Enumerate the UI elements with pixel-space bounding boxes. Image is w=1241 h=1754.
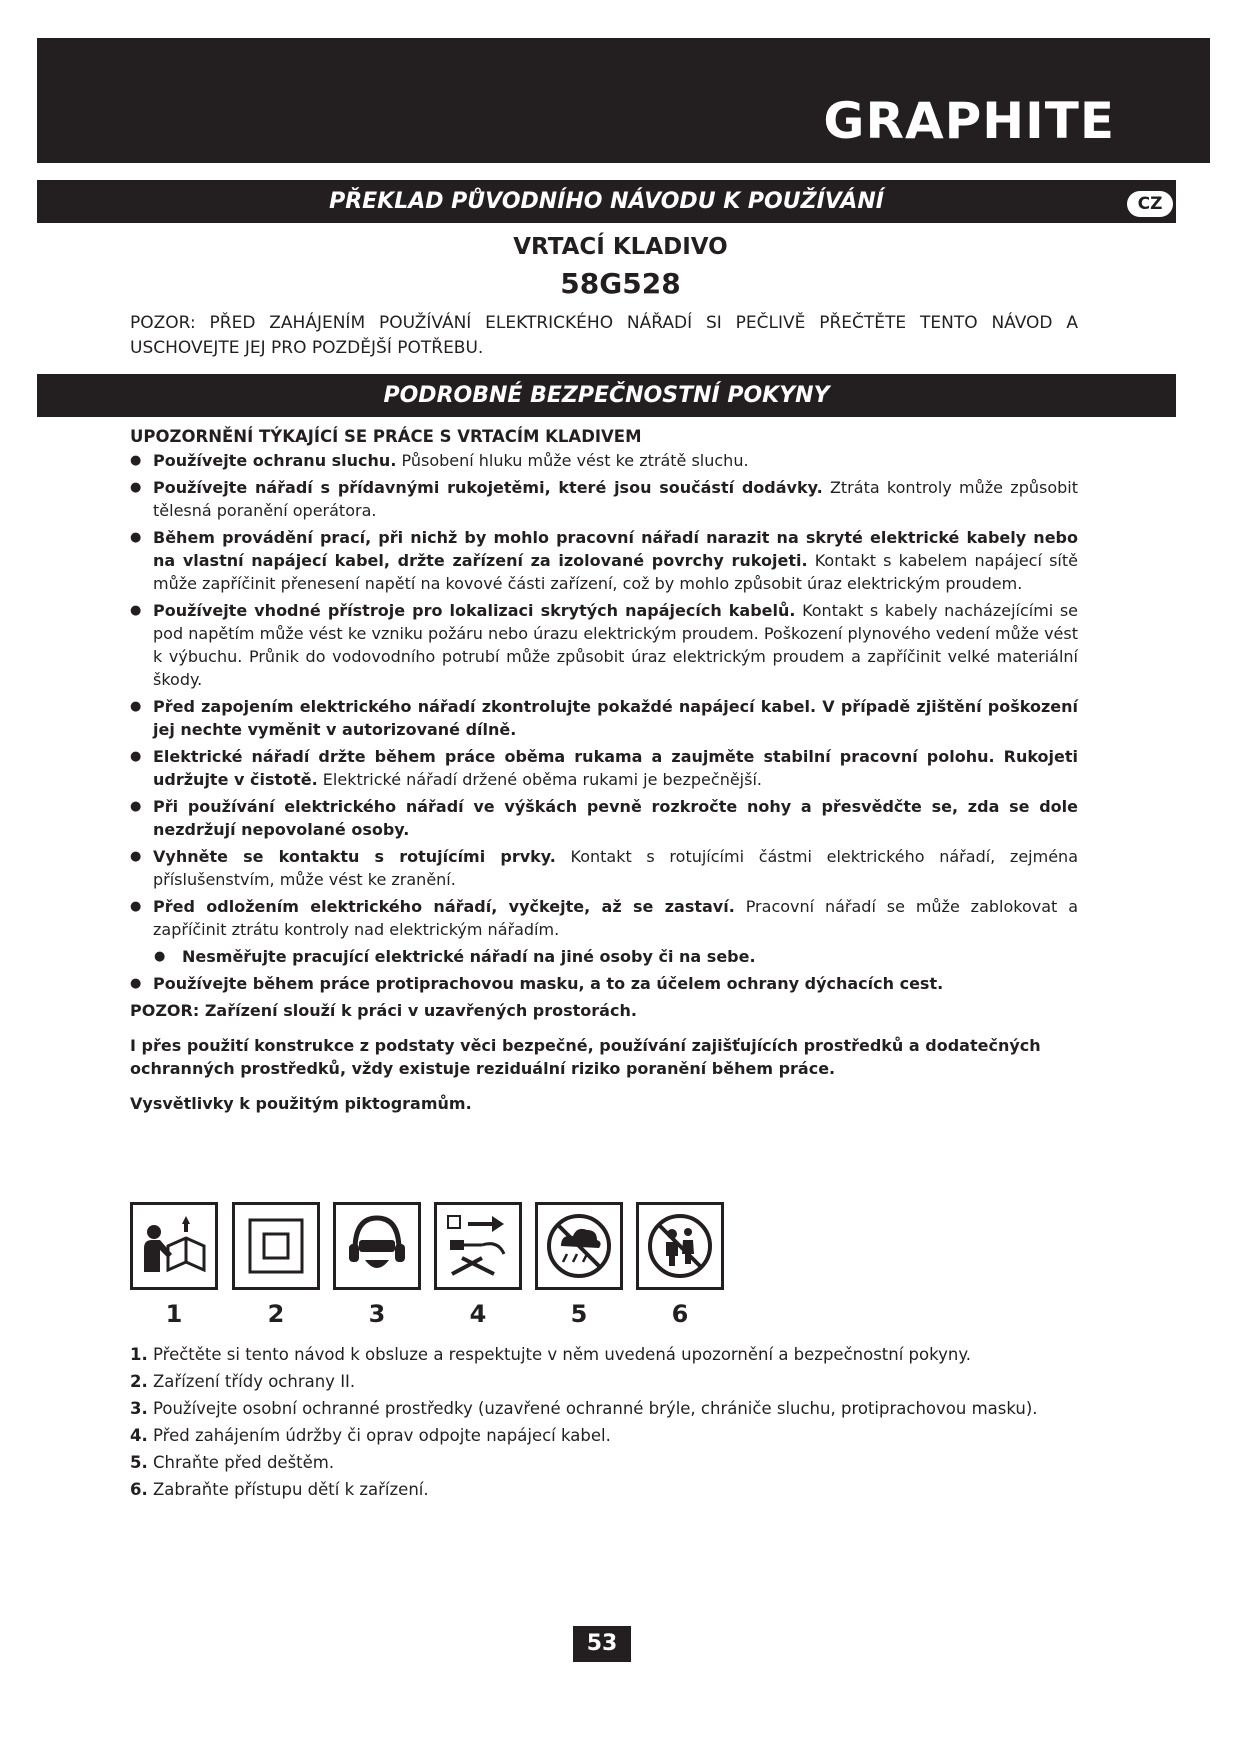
safety-section-title: PODROBNÉ BEZPEČNOSTNÍ POKYNY <box>383 383 830 408</box>
pictogram-3 <box>333 1202 421 1290</box>
safety-item: ● Používejte nářadí s přídavnými rukojetěmi, které jsou součástí dodávky. Ztráta kontroly může způsobit tělesná poranění operátora. <box>130 476 1078 522</box>
pictogram-legend-title: Vysvětlivky k použitým piktogramům. <box>130 1094 472 1113</box>
keep-children-away-icon <box>644 1210 716 1282</box>
class-ii-insulation-icon <box>240 1210 312 1282</box>
document-title-bar <box>37 180 1176 223</box>
safety-item: ● Před odložením elektrického nářadí, vyčkejte, až se zastaví. Pracovní nářadí se může zablokovat a zapříčinit ztrátu kontroly nad elektrickým nářadím. <box>130 895 1078 941</box>
residual-risk-note: I přes použití konstrukce z podstaty věci bezpečné, používání zajišťujících prostředků a dodatečných ochranných prostředků, vždy existuje reziduální riziko poranění během práce. <box>130 1036 1041 1078</box>
safety-content <box>130 425 1078 1115</box>
legend-item: 5. Chraňte před deštěm. <box>130 1453 335 1472</box>
legend-item: 4. Před zahájením údržby či oprav odpojte napájecí kabel. <box>130 1426 611 1445</box>
safety-item: ● Používejte ochranu sluchu. Působení hluku může vést ke ztrátě sluchu. <box>130 449 1078 472</box>
legend-item: 1. Přečtěte si tento návod k obsluze a respektujte v něm uvedená upozornění a bezpečnostní pokyny. <box>130 1345 971 1364</box>
page-number: 53 <box>573 1626 631 1662</box>
safety-item: ● Používejte během práce protiprachovou masku, a to za účelem ochrany dýchacích cest. <box>130 972 1078 995</box>
pictogram-number: 3 <box>368 1300 386 1328</box>
read-manual-icon <box>138 1210 210 1282</box>
pictogram-number: 1 <box>165 1300 183 1328</box>
pictogram-legend <box>130 1343 1078 1505</box>
document-title: PŘEKLAD PŮVODNÍHO NÁVODU K POUŽÍVÁNÍ <box>329 189 884 214</box>
protective-equipment-icon <box>341 1210 413 1282</box>
language-badge: CZ <box>1127 191 1173 217</box>
intro-warning: POZOR: PŘED ZAHÁJENÍM POUŽÍVÁNÍ ELEKTRICKÉHO NÁŘADÍ SI PEČLIVĚ PŘEČTĚTE TENTO NÁVOD A USCHOVEJTE JEJ PRO POZDĚJŠÍ POTŘEBU. <box>130 313 1078 358</box>
safety-item: ● Elektrické nářadí držte během práce oběma rukama a zaujměte stabilní pracovní polohu. Rukojeti udržujte v čistotě. Elektrické nářadí držené oběma rukami je bezpečnější. <box>130 745 1078 791</box>
pictogram-1 <box>130 1202 218 1290</box>
pictogram-5 <box>535 1202 623 1290</box>
pictogram-number: 2 <box>267 1300 285 1328</box>
pictogram-number: 6 <box>671 1300 689 1328</box>
legend-item: 6. Zabraňte přístupu dětí k zařízení. <box>130 1480 429 1499</box>
safety-item: ● Nesměřujte pracující elektrické nářadí na jiné osoby či na sebe. <box>130 945 1078 968</box>
safety-list <box>130 449 1078 995</box>
no-rain-icon <box>543 1210 615 1282</box>
safety-item: ● Používejte vhodné přístroje pro lokalizaci skrytých napájecích kabelů. Kontakt s kabely nacházejícími se pod napětím může vést ke vzniku požáru nebo úrazu elektrickým proudem. Poškození plynového vedení může vést k výbuchu. Průnik do vodovodního potrubí může způsobit úraz elektrickým proudem a zapříčinit velké materiální škody. <box>130 599 1078 691</box>
legend-item: 3. Používejte osobní ochranné prostředky (uzavřené ochranné brýle, chrániče sluchu, protiprachovou masku). <box>130 1399 1038 1418</box>
safety-item: ● Vyhněte se kontaktu s rotujícími prvky. Kontakt s rotujícími částmi elektrického nářadí, zejména příslušenstvím, může vést ke zranění. <box>130 845 1078 891</box>
pictogram-6 <box>636 1202 724 1290</box>
pictogram-4 <box>434 1202 522 1290</box>
product-model: 58G528 <box>560 267 681 300</box>
legend-item: 2. Zařízení třídy ochrany II. <box>130 1372 356 1391</box>
safety-heading: UPOZORNĚNÍ TÝKAJÍCÍ SE PRÁCE S VRTACÍM KLADIVEM <box>130 427 642 446</box>
safety-item: ● Během provádění prací, při nichž by mohlo pracovní nářadí narazit na skryté elektrické kabely nebo na vlastní napájecí kabel, držte zařízení za izolované povrchy rukojeti. Kontakt s kabelem napájecí sítě může zapříčinit přenesení napětí na kovové části zařízení, což by mohlo způsobit úraz elektrickým proudem. <box>130 526 1078 595</box>
pictogram-number: 4 <box>469 1300 487 1328</box>
safety-item: ● Před zapojením elektrického nářadí zkontrolujte pokaždé napájecí kabel. V případě zjištění poškození jej nechte vyměnit v autorizované dílně. <box>130 695 1078 741</box>
product-name: VRTACÍ KLADIVO <box>513 234 728 260</box>
usage-note: POZOR: Zařízení slouží k práci v uzavřených prostorách. <box>130 1001 637 1020</box>
pictogram-2 <box>232 1202 320 1290</box>
safety-item: ● Při používání elektrického nářadí ve výškách pevně rozkročte nohy a přesvědčte se, zda se dole nezdržují nepovolané osoby. <box>130 795 1078 841</box>
unplug-before-maintenance-icon <box>442 1210 514 1282</box>
safety-section-bar <box>37 374 1176 417</box>
brand-logo: GRAPHITE <box>823 92 1115 150</box>
pictogram-number: 5 <box>570 1300 588 1328</box>
